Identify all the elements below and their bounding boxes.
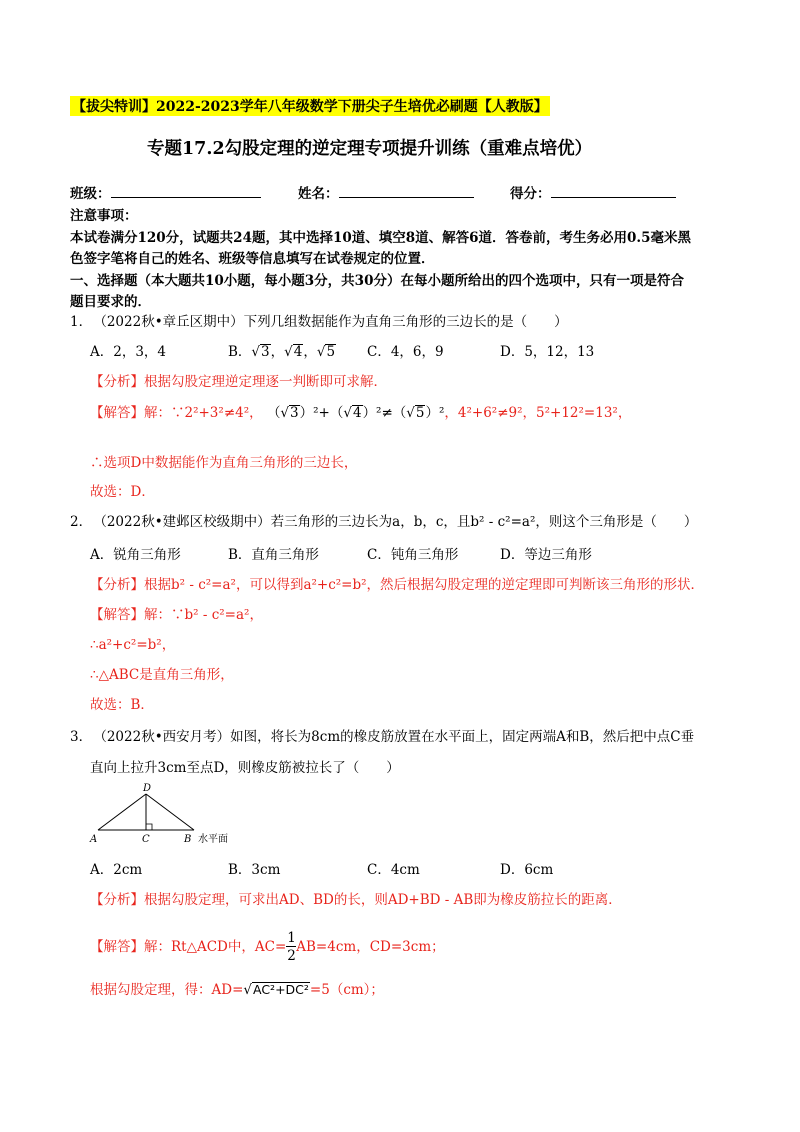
q1-number: 1． — [70, 314, 93, 330]
section-heading-line-1: 一、选择题（本大题共10小题，每小题3分，共30分）在每小题所给出的四个选项中，只有一项是符合 — [70, 273, 684, 289]
q1-conclusion: ∴选项D中数据能作为直角三角形的三边长， — [90, 455, 358, 471]
notice-heading: 注意事项： — [70, 208, 138, 224]
label-c: C — [142, 834, 150, 845]
q3-stem-1 — [70, 728, 694, 746]
class-blank[interactable] — [111, 183, 261, 198]
q1-option-d: D．5，12，13 — [500, 344, 595, 360]
score-field — [510, 183, 676, 203]
segment-ad — [98, 794, 146, 830]
q1-option-b: B．√3，√4，√5 — [228, 344, 336, 360]
notice-line-1: 本试卷满分120分，试题共24题，其中选择10道、填空8道、解答6道．答卷前，考生务必用0.5毫米黑 — [70, 230, 692, 246]
q3-option-b: B．3cm — [228, 862, 281, 878]
q2-option-d: D．等边三角形 — [500, 547, 592, 563]
q1-option-a: A．2，3，4 — [90, 344, 167, 360]
q1-choice: 故选：D． — [90, 484, 155, 500]
q3-option-d: D．6cm — [500, 862, 554, 878]
label-plane: 水平面 — [198, 834, 228, 845]
q3-stem-2: 直向上拉升3cm至点D，则橡皮筋被拉长了（ ） — [90, 760, 400, 776]
q2-analysis: 【分析】根据b² - c²=a²，可以得到a²+c²=b²，然后根据勾股定理的逆定理即可判断该三角形的形状． — [90, 577, 705, 593]
q1-analysis: 【分析】根据勾股定理逆定理逐一判断即可求解． — [90, 374, 387, 390]
q1-answer: 【解答】解：∵2²+3²≠4²， （√3）²+（√4）²≠（√5）²，4²+6²≠9²，5²+12²=13²， — [90, 405, 632, 421]
q2-option-a: A．锐角三角形 — [90, 547, 181, 563]
q2-answer-1: 【解答】解：∵b² - c²=a²， — [90, 607, 263, 623]
q1-option-c: C．4，6，9 — [367, 344, 444, 360]
label-a: A — [90, 834, 98, 845]
radicand-ac-dc: AC²+DC² — [253, 982, 309, 997]
class-field — [70, 183, 261, 203]
q3-number: 3． — [70, 729, 93, 745]
q3-option-a: A．2cm — [90, 862, 143, 878]
name-field — [298, 183, 474, 203]
q3-answer-1: 【解答】解：Rt△ACD中，AC= $\frac{1}{2}$ AB=4cm，CD=3cm； — [90, 930, 445, 964]
q3-text-1: （2022秋•西安月考）如图，将长为8cm的橡皮筋放置在水平面上，固定两端A和B，然后把中点C垂 — [100, 729, 695, 745]
section-heading-line-2: 题目要求的． — [70, 294, 151, 310]
score-label: 得分： — [510, 186, 551, 202]
page-title: 专题17.2勾股定理的逆定理专项提升训练（重难点培优） — [147, 139, 593, 159]
label-d: D — [143, 783, 152, 794]
segment-bd — [146, 794, 194, 830]
q2-choice: 故选：B． — [90, 697, 154, 713]
q2-option-c: C．钝角三角形 — [367, 547, 459, 563]
label-b: B — [184, 834, 192, 845]
q3-analysis: 【分析】根据勾股定理，可求出AD、BD的长，则AD+BD - AB即为橡皮筋拉长的距离． — [90, 892, 622, 908]
q2-text: （2022秋•建邺区校级期中）若三角形的三边长为a，b，c，且b² - c²=a²，则这个三角形是（ ） — [100, 514, 698, 530]
q1-stem — [70, 313, 568, 331]
q2-answer-3: ∴△ABC是直角三角形， — [90, 667, 234, 683]
q3-option-c: C．4cm — [367, 862, 420, 878]
name-blank[interactable] — [339, 183, 474, 198]
q3-figure — [88, 780, 248, 848]
q2-stem — [70, 513, 697, 531]
q1-text: （2022秋•章丘区期中）下列几组数据能作为直角三角形的三边长的是（ ） — [100, 314, 568, 330]
q2-number: 2． — [70, 514, 93, 530]
right-angle-mark — [146, 824, 152, 830]
q2-answer-2: ∴a²+c²=b²， — [90, 637, 176, 653]
notice-line-2: 色签字笔将自己的姓名、班级等信息填写在试卷规定的位置． — [70, 251, 435, 267]
q1-radical-inequality: （√3）²+（√4）²≠（√5）² — [266, 405, 445, 421]
q2-option-b: B．直角三角形 — [228, 547, 319, 563]
name-label: 姓名： — [298, 186, 339, 202]
series-banner: 【拔尖特训】2022-2023学年八年级数学下册尖子生培优必刷题【人教版】 — [70, 96, 550, 116]
q3-answer-2: 根据勾股定理，得：AD=√AC²+DC²=5（cm）； — [90, 982, 384, 998]
score-blank[interactable] — [551, 183, 676, 198]
class-label: 班级： — [70, 186, 111, 202]
